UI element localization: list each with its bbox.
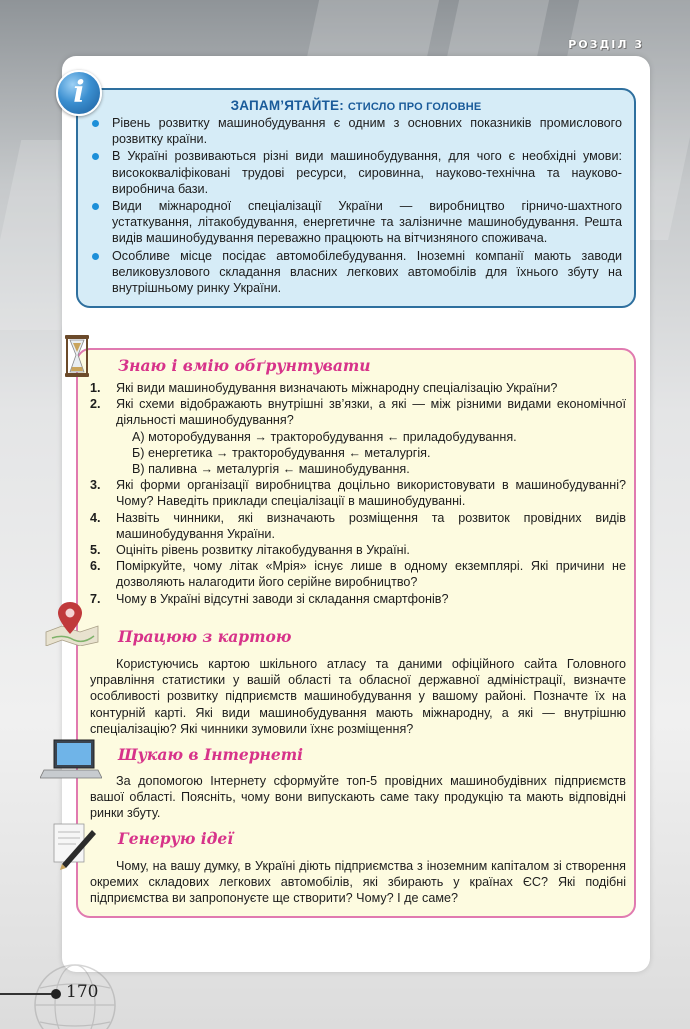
map-heading: Працюю з картою: [118, 627, 292, 646]
map-task-text: Користуючись картою шкільного атласу та даними офіційного сайта Головного управління статистики у вашій області та обласної державної адміністрації, визначте особливості розвитку підприємств машинобудування у вашому районі. Позначте їх на контурній карті. Які види машинобудування мають міжнародну, а які — внутрішню спеціалізацію? Які чинники зумовили їхнє розміщення?: [90, 657, 626, 736]
list-item: [90, 248, 622, 297]
bullet-icon: [92, 253, 99, 260]
question-number: 6.: [90, 559, 101, 574]
list-item-text: Особливе місце посідає автомобілебудування. Іноземні компанії мають заводи великовузлового складання власних легкових автомобілів для їхнього збуту на внутрішньому ринку України.: [112, 248, 622, 296]
question-number: 3.: [90, 478, 101, 493]
remember-title-main: ЗАПАМ’ЯТАЙТЕ:: [230, 98, 344, 113]
bullet-icon: [92, 203, 99, 210]
list-item: [90, 591, 626, 607]
option-b: Б) енергетика → тракторобудування ← металургія.: [132, 445, 431, 460]
remember-list: [90, 115, 622, 296]
section-label: РОЗДІЛ 3: [568, 38, 644, 51]
list-item: [90, 558, 626, 590]
hourglass-icon: [62, 334, 92, 378]
internet-task-text: За допомогою Інтернету сформуйте топ-5 провідних машинобудівних підприємств вашої області. Поясніть, чому вони випускають саме таку продукцію та мають відповідні ринки збуту.: [90, 774, 626, 821]
know-heading: Знаю і вмію обґрунтувати: [118, 356, 371, 375]
list-item: [90, 115, 622, 147]
ideas-task-text: Чому, на вашу думку, в Україні діють підприємства з іноземним капіталом зі створення окремих складових легкових автомобілів, які збирають у країнах ЄС? Які подібні підприємства ви запропонуєте ще створити? Чому? І де саме?: [90, 859, 626, 906]
question-list: [90, 380, 626, 607]
info-icon: i: [56, 70, 102, 116]
page-number: 170: [66, 982, 99, 1002]
page-number-dot: [51, 989, 61, 999]
list-item: [90, 542, 626, 558]
map-pin-icon: [44, 598, 100, 646]
list-item: [90, 396, 626, 428]
question-text: Чому в Україні відсутні заводи зі складання смартфонів?: [116, 591, 449, 606]
question-text: Назвіть чинники, які визначають розміщення та розвиток провідних видів машинобудування України.: [116, 510, 626, 541]
page-number-line: [0, 993, 55, 995]
question-text: Які форми організації виробництва доцільно використовувати в машинобудуванні? Чому? Наведіть приклади спеціалізації в машинобудуванні.: [116, 478, 626, 509]
option-a: А) моторобудування → тракторобудування ← приладобудування.: [132, 429, 517, 444]
list-item-text: Види міжнародної спеціалізації України — виробництво гірничо-шахтного устаткування, літакобудування, енергетичне та залізничне машинобудування. Решта видів машинобудування переважно працюють на вітчизняного споживача.: [112, 199, 622, 246]
internet-heading: Шукаю в Інтернеті: [118, 745, 304, 764]
question-text: Поміркуйте, чому літак «Мрія» існує лише в одному екземплярі. Які причини не дозволяють налагодити його серійне виробництво?: [116, 559, 626, 590]
list-item: [90, 148, 622, 197]
list-item: [90, 380, 626, 396]
remember-title-sub: СТИСЛО ПРО ГОЛОВНЕ: [347, 101, 482, 113]
remember-title: [90, 98, 622, 113]
list-item-text: В Україні розвиваються різні види машинобудування, для чого є необхідні умови: висококваліфіковані трудові ресурси, сировинна, науково-технічна та науково-виробнича бази.: [112, 149, 622, 196]
remember-box: [76, 88, 636, 308]
question-number: 4.: [90, 510, 101, 525]
question-number: 1.: [90, 381, 101, 395]
list-item-text: Рівень розвитку машинобудування є одним з основних показників промислового розвитку країни.: [112, 116, 622, 147]
bullet-icon: [92, 120, 99, 127]
bullet-icon: [92, 153, 99, 160]
question-number: 7.: [90, 591, 101, 606]
list-item: [90, 510, 626, 542]
question-number: 5.: [90, 543, 101, 558]
question-number: 2.: [90, 397, 101, 412]
question-text: Які схеми відображають внутрішні зв’язки, а які — між різними видами економічної діяльності машинобудування?: [116, 397, 626, 428]
ideas-heading: Генерую ідеї: [118, 829, 234, 848]
list-item: [90, 477, 626, 509]
question-text: Які види машинобудування визначають міжнародну спеціалізацію України?: [116, 381, 558, 395]
option-c: В) паливна → металургія ← машинобудування.: [132, 462, 410, 477]
question-text: Оцініть рівень розвитку літакобудування в Україні.: [116, 543, 410, 558]
list-item: [90, 198, 622, 247]
